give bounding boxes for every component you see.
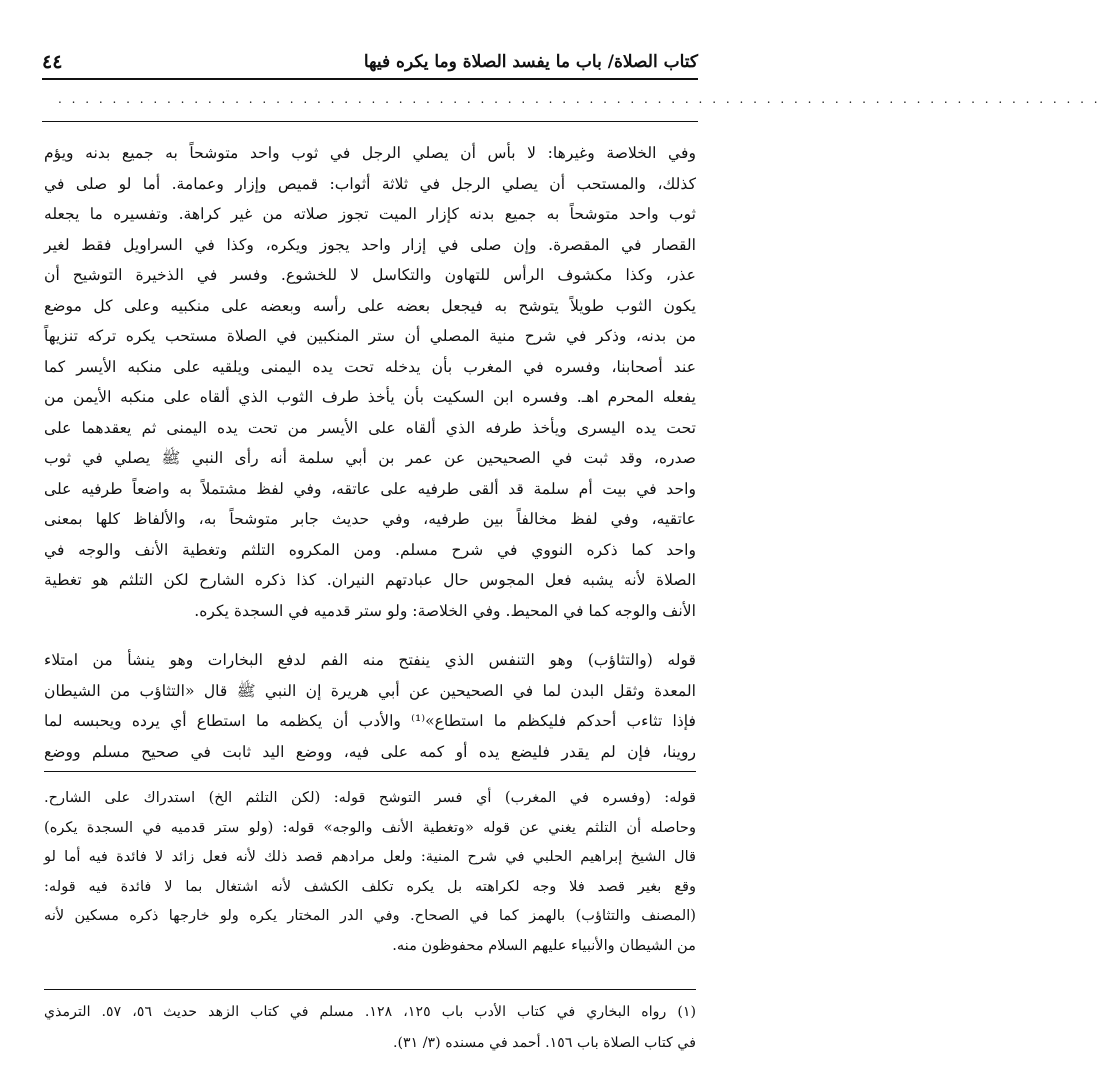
text-line: عند أصحابنا، وفسره في المغرب بأن يدخله تحت يده اليمنى ويلقيه على منكبه الأيسر كما [44,357,696,376]
main-text-paragraph-1 [44,138,696,626]
text-line: الأنف والوجه كما في المحيط. وفي الخلاصة: ولو ستر قدميه في السجدة يكره. [194,601,696,620]
commentary-section [44,783,696,960]
text-line: عاتقيه، وفي لفظ مخالفاً بين طرفيه، وفي حديث جابر متوشحاً به، والألفاظ كلها بمعنى [44,510,696,528]
text-line: واحد كما ذكره النووي في شرح مسلم. ومن المكروه التلثم وتغطية الأنف والوجه في [44,540,696,559]
text-line: قوله (والتثاؤب) وهو التنفس الذي ينفتح منه الفم لدفع البخارات وهو ينشأ من امتلاء [44,651,696,669]
footnote-section [44,997,696,1059]
commentary-line: وحاصله أن التلثم يغني عن قوله «وتغطية الأنف والوجه» قوله: (ولو ستر قدميه في السجدة يكره) [44,818,696,836]
page-number: ٤٤ [42,51,63,73]
main-text-paragraph-2 [44,645,696,767]
text-line: ثوب واحد متوشحاً به جميع بدنه كإزار الميت تجوز صلاته من غير كراهة. وتفسيره ما يجعله [44,205,696,223]
running-title: كتاب الصلاة/ باب ما يفسد الصلاة وما يكره فيها [363,52,698,72]
footnote-line: (١) رواه البخاري في كتاب الأدب باب ١٢٥، ١٢٨. مسلم في كتاب الزهد حديث ٥٦، ٥٧. الترمذي [44,1004,697,1020]
footnote-line: في كتاب الصلاة باب ١٥٦. أحمد في مسنده (٣/ ٣١). [392,1035,696,1051]
footnote-rule [44,989,696,990]
commentary-line: قوله: (وفسره في المغرب) أي فسر التوشح قوله: (لكن التلثم الخ) استدراك على الشارح. [44,789,696,806]
text-line: واحد في بيت أم سلمة قد ألقى طرفيه على عاتقه، وفي لفظ مشتملاً به واضعاً طرفيه على [44,479,696,498]
header-rule [42,78,698,80]
commentary-line: وقع بغير قصد فلا وجه لكراهته بل يكره تكلف الكشف لأنه اشتغال بما لا فائدة فيه قوله: [44,877,696,895]
commentary-line: من الشيطان والأنبياء عليهم السلام محفوظون منه. [392,936,696,954]
text-line: يكون الثوب طويلاً يتوشح به فيجعل بعضه على رأسه وبعضه على منكبيه وعلى كل موضع [44,296,696,315]
text-line: المعدة وثقل البدن لما في الصحيحين عن أبي هريرة إن النبي ﷺ قال «التثاؤب من الشيطان [44,681,696,700]
text-top-rule [42,121,698,122]
text-line: الصلاة لأنه يشبه فعل المجوس حال عبادتهم النيران. كذا ذكره الشارح لكن التلثم هو تغطية [44,571,696,589]
page-header [42,48,698,76]
commentary-line: قال الشيخ إبراهيم الحلبي في شرح المنية: ولعل مرادهم قصد ذلك لأنه فعل زائد لا فائدة فيه أما لو [44,848,696,865]
text-line: عذر، وكذا مكشوف الرأس للتهاون والتكاسل لا للخشوع. وفسر في الذخيرة التوشيح أن [44,266,696,284]
dotted-separator: . . . . . . . . . . . . . . . . . . . . . . . . . . . . . . . . . . . . . . . . . . . . . . . . . . . . . . . . . . . . . . . . . . . . . . . . . . . . . [58,92,1101,106]
text-line: صدره، وقد ثبت في الصحيحين عن عمر بن أبي سلمة أنه رأى النبي ﷺ يصلي في ثوب [44,449,696,467]
commentary-line: (المصنف والتثاؤب) بالهمز كما في الصحاح. وفي الدر المختار يكره ولو خارجها ذكره مسكين لأنه [44,907,696,924]
text-line: تحت يده اليسرى ويأخذ طرفه الذي ألقاه على الأيسر من تحت يده اليمنى ثم يعقدهما على [44,418,696,437]
text-line: فإذا تثاءب أحدكم فليكظم ما استطاع»⁽¹⁾ والأدب أن يكظمه ما استطاع أي يرده ويحبسه لما [44,712,696,730]
text-line: يفعله المحرم اهـ. وفسره ابن السكيت بأن يأخذ طرف الثوب الذي ألقاه على منكبه الأيمن من [44,388,696,406]
text-line: القصار في المقصرة. وإن صلى في إزار واحد يجوز ويكره، وكذا في السراويل فقط لغير [44,235,696,254]
commentary-rule [44,771,696,772]
text-line: وفي الخلاصة وغيرها: لا بأس أن يصلي الرجل في ثوب واحد متوشحاً به جميع بدنه ويؤم [44,144,696,162]
text-line: كذلك، والمستحب أن يصلي الرجل في ثلاثة أثواب: قميص وإزار وعمامة. أما لو صلى في [44,174,696,193]
text-line: من بدنه، وذكر في شرح منية المصلي أن ستر المنكبين في الصلاة مستحب يكره تركه تنزيهاً [44,327,696,345]
text-line: روينا، فإن لم يقدر فليضع يده أو كمه على فيه، ووضع اليد ثابت في صحيح مسلم ووضع [44,742,696,761]
